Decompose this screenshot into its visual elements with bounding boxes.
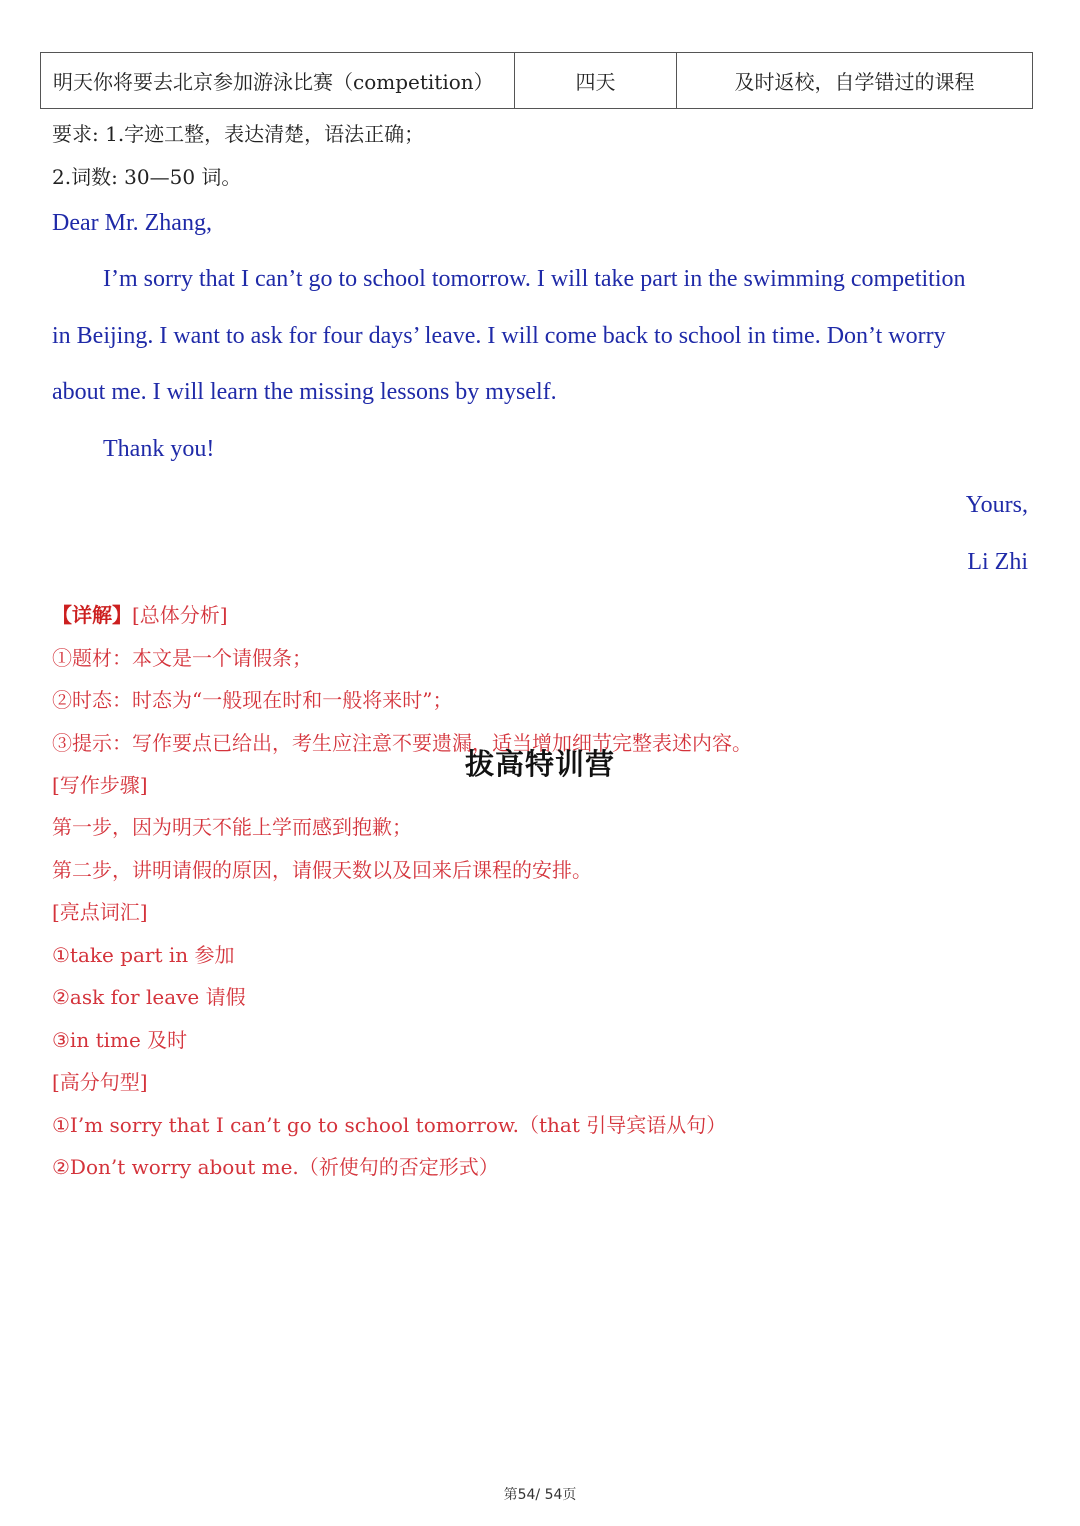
overall-analysis-heading: [总体分析] — [132, 603, 228, 627]
table-cell-days: 四天 — [515, 53, 677, 108]
info-table — [40, 52, 1033, 109]
letter-body-line-1: I’m sorry that I can’t go to school tomorrow. I will take part in the swimming competition — [103, 266, 966, 292]
analysis-item-2: ②时态：时态为“一般现在时和一般将来时”； — [52, 688, 453, 712]
letter-body-line-3: about me. I will learn the missing lessons by myself. — [52, 379, 557, 405]
sentence-item-1: ①I’m sorry that I can’t go to school tomorrow.（that 引导宾语从句） — [52, 1113, 727, 1137]
table-cell-arrangement: 及时返校，自学错过的课程 — [734, 70, 975, 94]
requirement-line-1: 要求: 1.字迹工整，表达清楚，语法正确； — [52, 122, 425, 146]
vocab-heading: [亮点词汇] — [52, 900, 148, 924]
steps-heading: [写作步骤] — [52, 773, 148, 797]
letter-closing: Yours, — [965, 492, 1028, 518]
step-1: 第一步，因为明天不能上学而感到抱歉； — [52, 815, 412, 839]
letter-thanks: Thank you! — [103, 436, 215, 462]
detail-tag: 【详解】 — [52, 603, 132, 627]
requirement-line-2: 2.词数: 30—50 词。 — [52, 165, 242, 189]
watermark-text: 拔高特训营 — [464, 747, 615, 781]
sentence-item-2: ②Don’t worry about me.（祈使句的否定形式） — [52, 1155, 499, 1179]
analysis-header — [52, 599, 228, 628]
letter-signature: Li Zhi — [967, 549, 1028, 575]
letter-body-line-2: in Beijing. I want to ask for four days’ leave. I will come back to school in time. Don’t worry — [52, 323, 946, 349]
letter-greeting: Dear Mr. Zhang, — [52, 210, 212, 236]
page-number: 第54/ 54页 — [503, 1487, 577, 1503]
analysis-item-1: ①题材：本文是一个请假条； — [52, 646, 312, 670]
vocab-item-2: ②ask for leave 请假 — [52, 985, 246, 1009]
table-cell-event: 明天你将要去北京参加游泳比赛（competition） — [41, 53, 515, 108]
sentence-heading: [高分句型] — [52, 1070, 148, 1094]
vocab-item-1: ①take part in 参加 — [52, 943, 235, 967]
analysis-item-3: ③提示：写作要点已给出，考生应注意不要遗漏，适当增加细节完整表述内容。 — [52, 731, 752, 755]
step-2: 第二步，讲明请假的原因，请假天数以及回来后课程的安排。 — [52, 858, 592, 882]
vocab-item-3: ③in time 及时 — [52, 1028, 188, 1052]
